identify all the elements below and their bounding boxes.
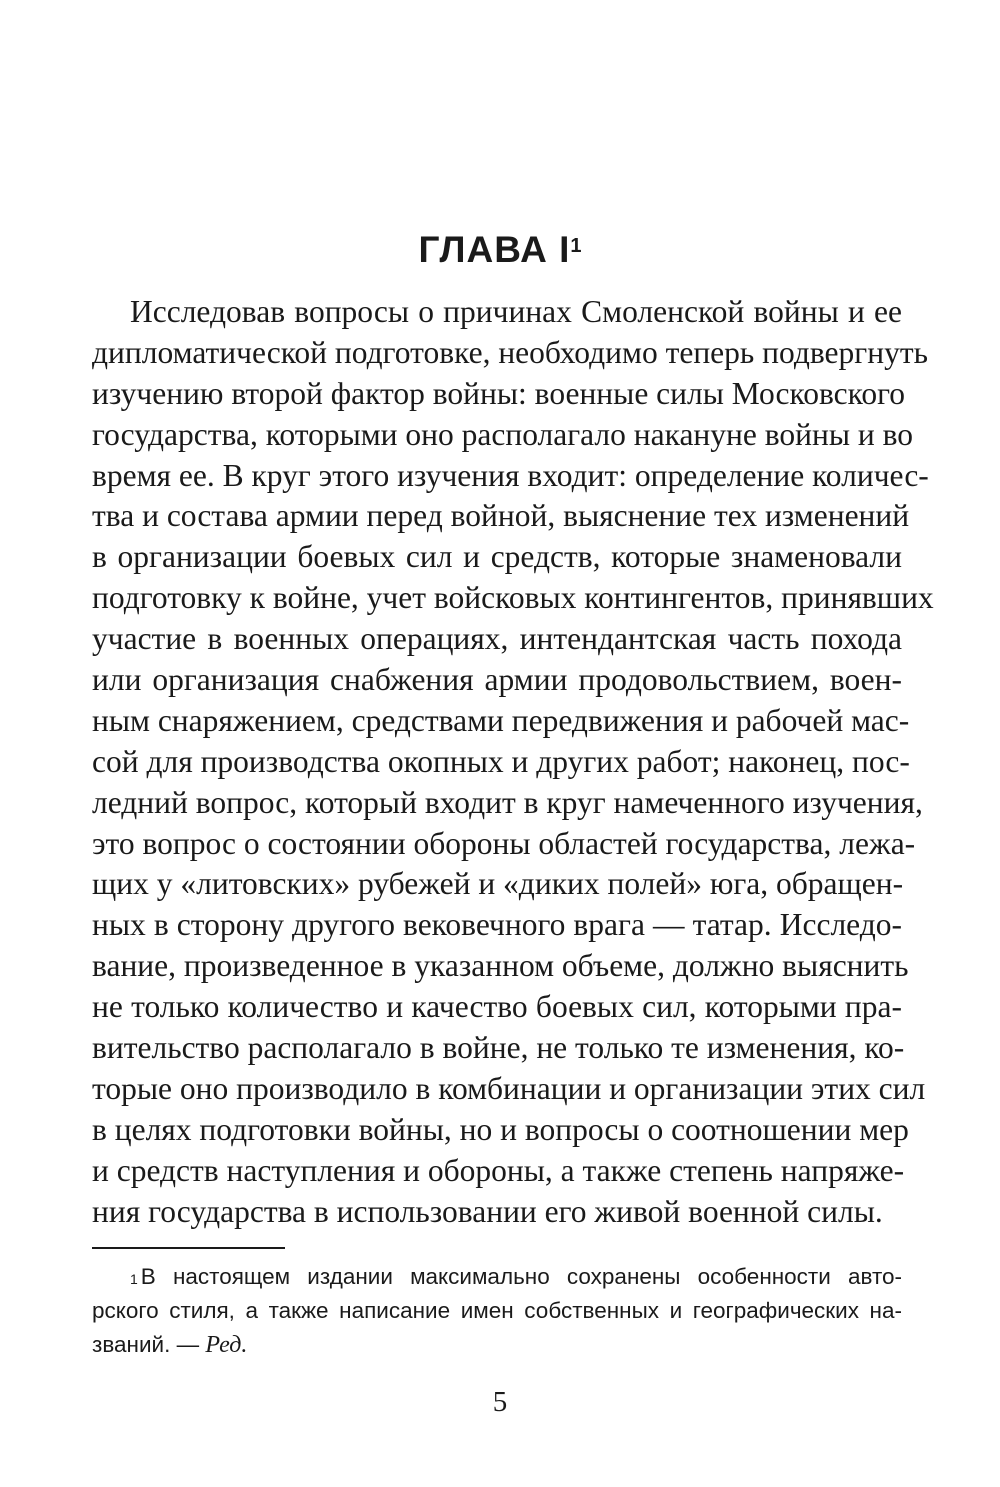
footnote-divider [92, 1247, 285, 1249]
body-line: в организации боевых сил и средств, которые знаменовали [92, 539, 902, 575]
page-number: 5 [492, 1386, 508, 1418]
body-line: ледний вопрос, который входит в круг намеченного изучения, [92, 784, 923, 820]
footnote-text: В настоящем издании максимально сохранены особенности авто- [140, 1264, 902, 1289]
body-line: в целях подготовки войны, но и вопросы о соотношении мер [92, 1111, 909, 1147]
body-line: подготовку к войне, учет войсковых контингентов, принявших [92, 580, 934, 616]
footnote-marker: 1 [130, 1271, 138, 1287]
chapter-body-paragraph [92, 292, 934, 1232]
body-line: Исследовав вопросы о причинах Смоленской войны и ее [130, 294, 902, 329]
footnote [92, 1260, 902, 1362]
chapter-title [0, 228, 1000, 272]
body-line: государства, которыми оно располагало накануне войны и во [92, 416, 914, 452]
body-line: не только количество и качество боевых сил, которыми пра- [92, 989, 902, 1025]
body-line: ным снаряжением, средствами передвижения и рабочей мас- [92, 702, 910, 738]
chapter-title-text: ГЛАВА I [418, 229, 571, 270]
body-line: сой для производства окопных и других работ; наконец, пос- [92, 743, 910, 779]
footnote-line [92, 1328, 902, 1362]
footnote-line: рского стиля, а также написание имен собственных и географических на- [92, 1298, 902, 1323]
body-line: это вопрос о состоянии обороны областей государства, лежа- [92, 825, 916, 861]
body-line: или организация снабжения армии продовольствием, воен- [92, 662, 902, 698]
body-line: торые оно производило в комбинации и организации этих сил [92, 1070, 926, 1106]
body-line: изучению второй фактор войны: военные силы Московского [92, 375, 905, 411]
editor-note: Ред. [205, 1332, 248, 1358]
body-line: ных в сторону другого вековечного врага — татар. Исследо- [92, 907, 902, 943]
body-line: участие в военных операциях, интендантская часть похода [92, 621, 902, 657]
body-line: время ее. В круг этого изучения входит: определение количес- [92, 457, 929, 493]
body-line: тва и состава армии перед войной, выяснение тех изменений [92, 498, 910, 534]
body-line: дипломатической подготовке, необходимо теперь подвергнуть [92, 334, 928, 370]
body-line: и средств наступления и обороны, а также степень напряже- [92, 1152, 905, 1188]
footnote-text: званий. — [92, 1332, 206, 1357]
footnote-line [92, 1260, 902, 1294]
footnote-reference: 1 [570, 235, 582, 257]
body-line: вительство располагало в войне, не только те изменения, ко- [92, 1030, 905, 1066]
body-line: ния государства в использовании его живой военной силы. [92, 1193, 883, 1229]
body-line: вание, произведенное в указанном объеме, должно выяснить [92, 948, 909, 984]
body-line: щих у «литовских» рубежей и «диких полей» юга, обращен- [92, 866, 904, 902]
